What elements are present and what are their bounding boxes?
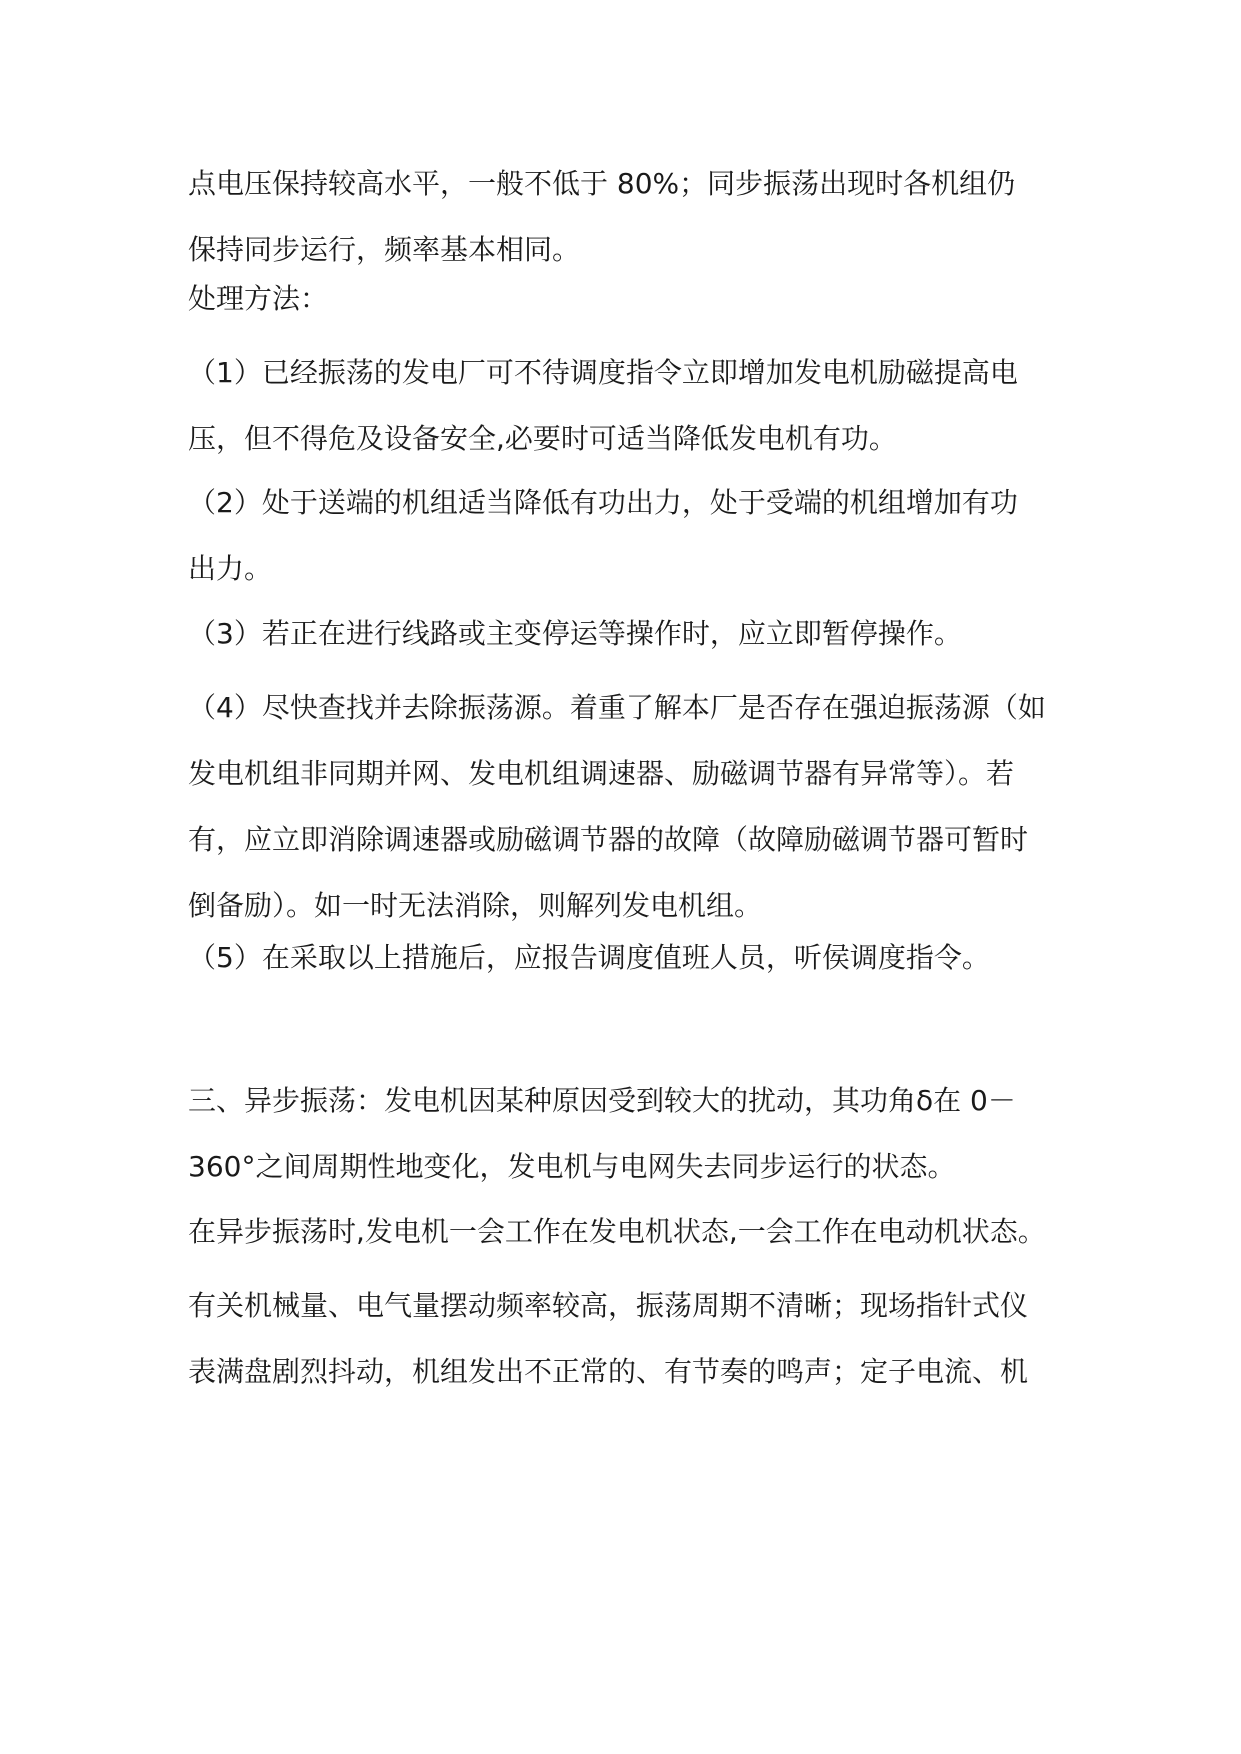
text-line: 三、异步振荡：发电机因某种原因受到较大的扰动，其功角δ在 0－	[188, 1084, 1016, 1117]
paragraph-step-4	[188, 675, 1068, 939]
text-line: 处理方法：	[188, 282, 329, 315]
paragraph-async-state	[188, 1199, 1068, 1265]
paragraph-step-3	[188, 601, 1068, 667]
text-line: （3）若正在进行线路或主变停运等操作时，应立即暂停操作。	[188, 617, 962, 650]
text-line: 有，应立即消除调速器或励磁调节器的故障（故障励磁调节器可暂时	[188, 823, 1029, 856]
paragraph-handling-heading	[188, 266, 1068, 332]
text-line: （1）已经振荡的发电厂可不待调度指令立即增加发电机励磁提高电	[188, 356, 1018, 389]
text-line: 点电压保持较高水平，一般不低于 80%；同步振荡出现时各机组仍	[188, 167, 1016, 200]
paragraph-step-2	[188, 470, 1068, 602]
text-line: 出力。	[188, 552, 273, 585]
paragraph-step-1	[188, 340, 1068, 472]
text-line: 有关机械量、电气量摆动频率较高，振荡周期不清晰；现场指针式仪	[188, 1289, 1029, 1322]
paragraph-step-5	[188, 925, 1068, 991]
text-line: （5）在采取以上措施后，应报告调度值班人员，听侯调度指令。	[188, 941, 990, 974]
text-line: （4）尽快查找并去除振荡源。着重了解本厂是否存在强迫振荡源（如	[188, 691, 1046, 724]
text-line: 在异步振荡时,发电机一会工作在发电机状态,一会工作在电动机状态。	[188, 1215, 1046, 1248]
text-line: 保持同步运行，频率基本相同。	[188, 233, 581, 266]
paragraph-voltage-sync	[188, 151, 1068, 283]
paragraph-async-oscillation-heading	[188, 1068, 1068, 1200]
text-line: 压，但不得危及设备安全,必要时可适当降低发电机有功。	[188, 422, 897, 455]
text-line: 发电机组非同期并网、发电机组调速器、励磁调节器有异常等）。若	[188, 757, 1015, 790]
text-line: （2）处于送端的机组适当降低有功出力，处于受端的机组增加有功	[188, 486, 1018, 519]
text-line: 倒备励）。如一时无法消除，则解列发电机组。	[188, 889, 763, 922]
text-line: 360°之间周期性地变化，发电机与电网失去同步运行的状态。	[188, 1150, 956, 1183]
text-line: 表满盘剧烈抖动，机组发出不正常的、有节奏的鸣声；定子电流、机	[188, 1355, 1029, 1388]
paragraph-async-symptoms	[188, 1273, 1068, 1405]
